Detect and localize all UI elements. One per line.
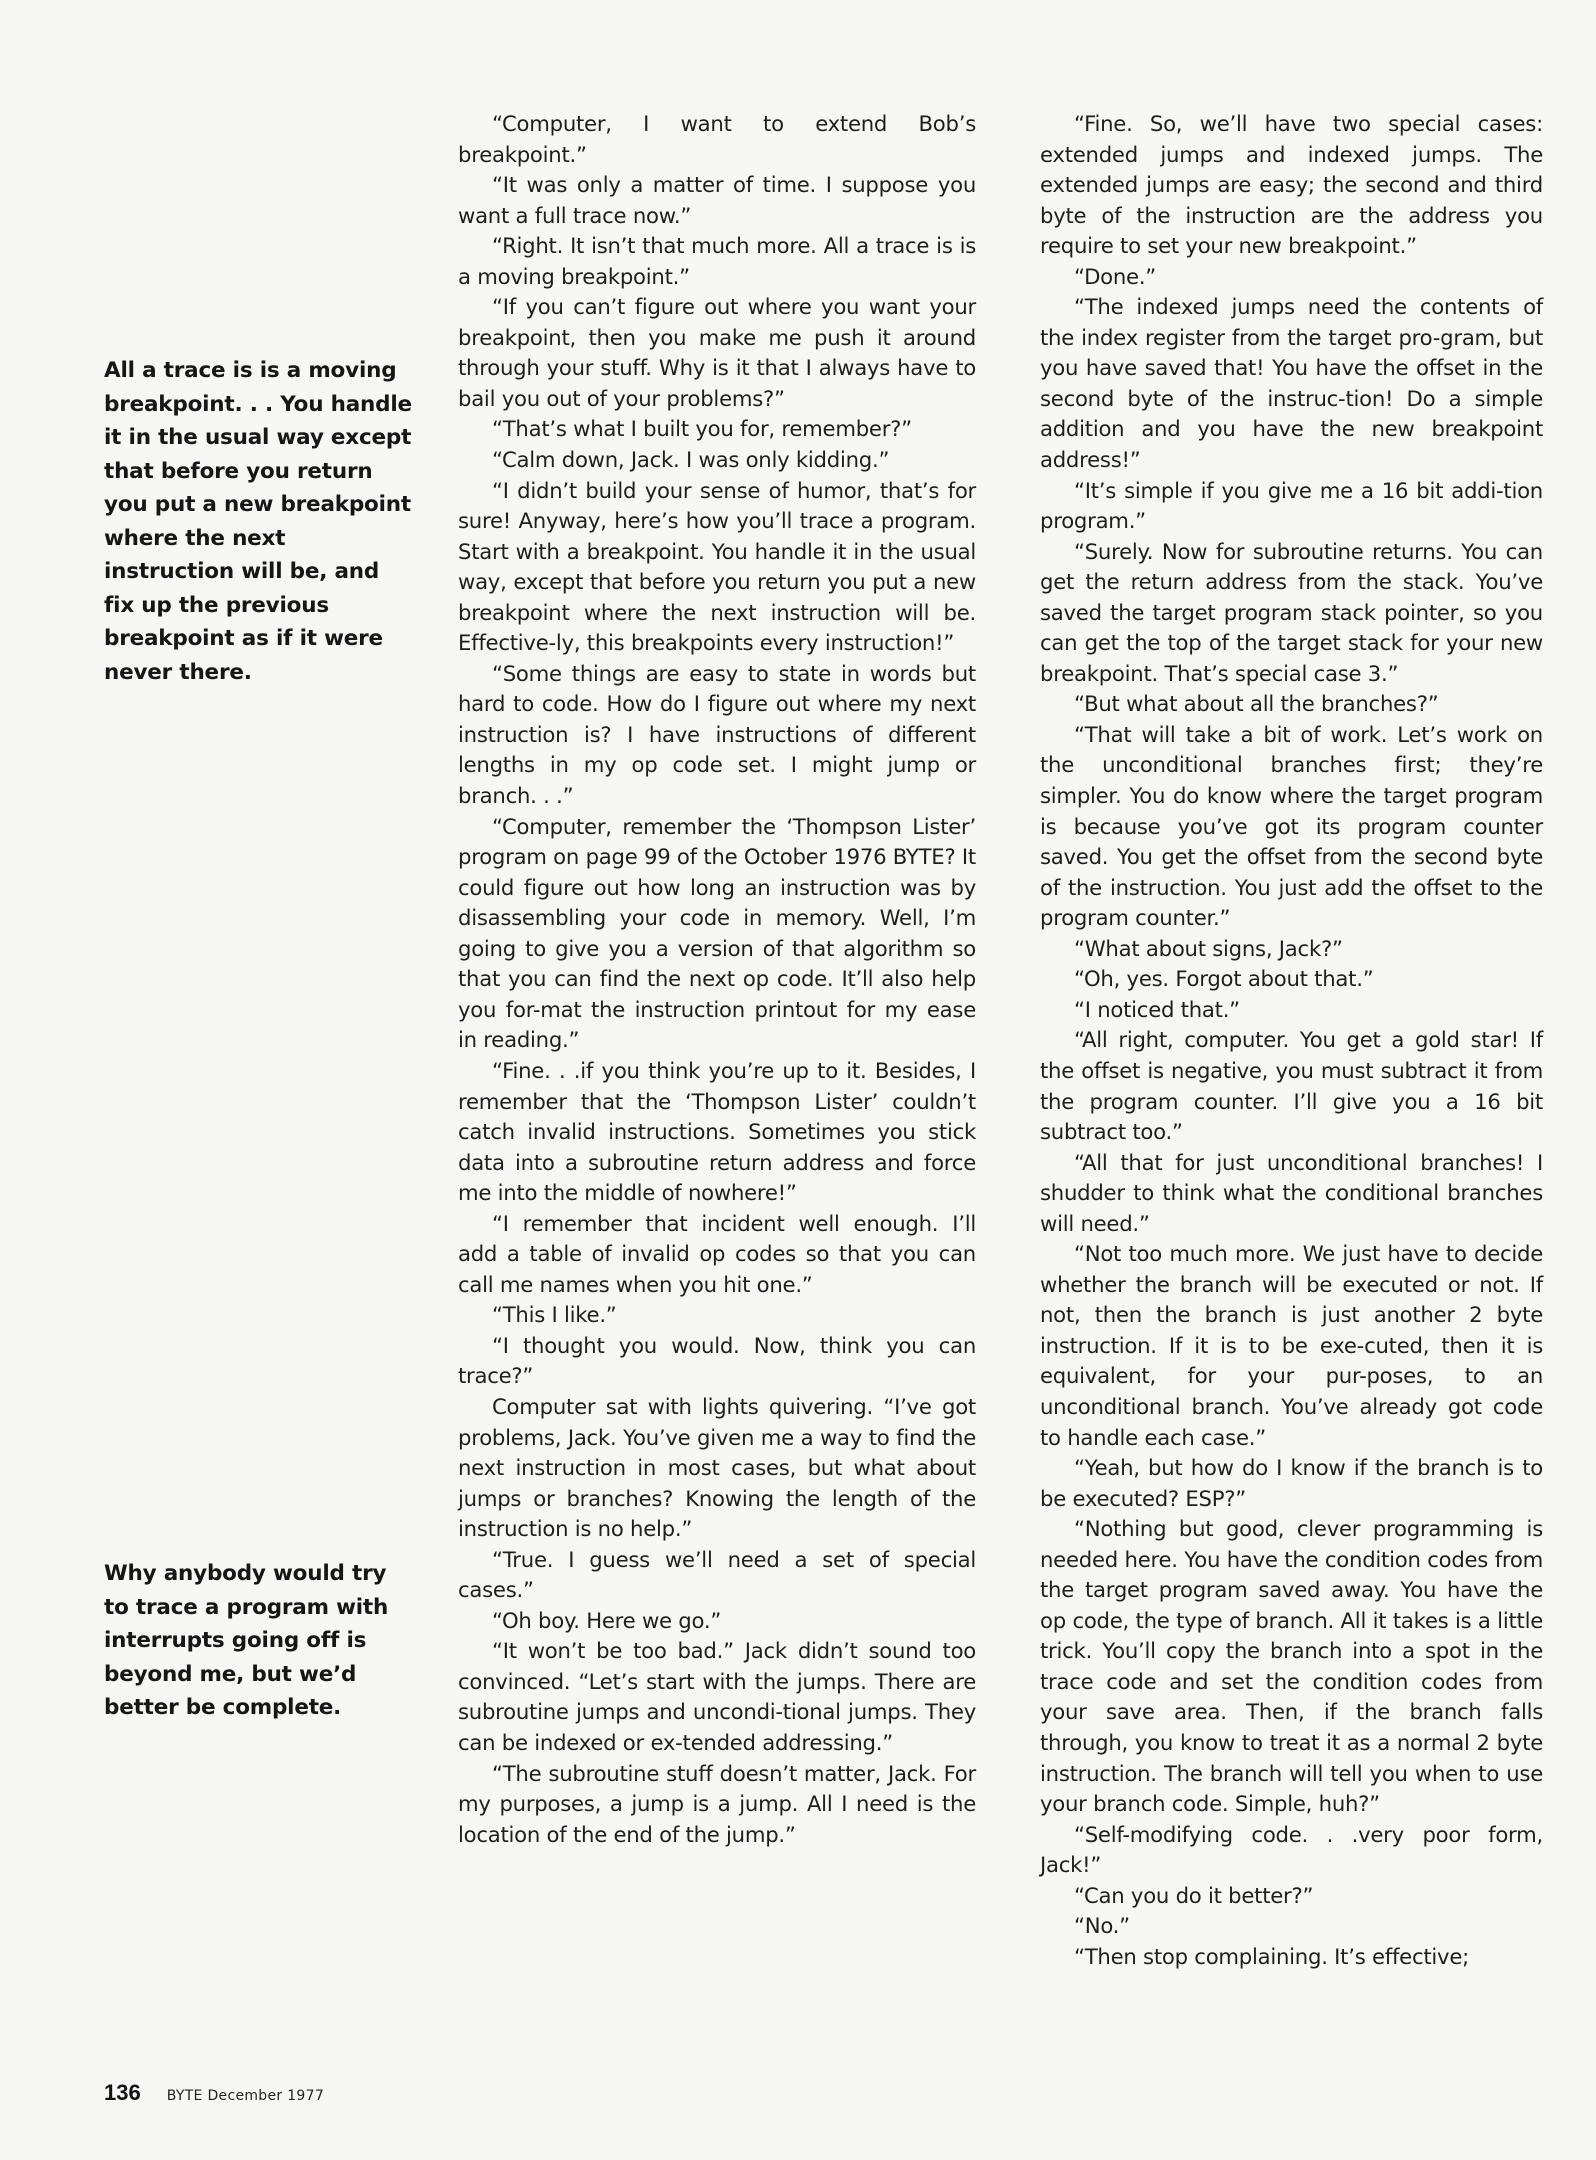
paragraph: “If you can’t figure out where you want your breakpoint, then you make me push it around through your stuff. Why is it that I always have to bail you out of your problems?” <box>458 294 976 411</box>
paragraph: “I thought you would. Now, think you can trace?” <box>458 1332 976 1389</box>
paragraph: “I didn’t build your sense of humor, that’s for sure! Anyway, here’s how you’ll trace a program. Start with a breakpoint. You handle it in the usual way, except that before you return you put a new breakpoint where the next instruction will be. Effective-ly, this breakpoints every instruction!” <box>458 477 976 656</box>
paragraph: Computer sat with lights quivering. “I’ve got problems, Jack. You’ve given me a way to find the next instruction in most cases, but what about jumps or branches? Knowing the length of the instruction is no help.” <box>458 1393 976 1542</box>
paragraph: “Yeah, but how do I know if the branch is to be executed? ESP?” <box>1040 1455 1543 1511</box>
pull-quote-interrupts: Why anybody would try to trace a program with interrupts going off is beyond me, but we’d better be complete. <box>104 1561 389 1720</box>
paragraph: “Nothing but good, clever programming is needed here. You have the condition codes from the target program saved away. You have the op code, the type of branch. All it takes is a little trick. You’ll copy the branch into a spot in the trace code and set the condition codes from your save area. Then, if the branch falls through, you know to treat it as a normal 2 byte instruction. The branch will tell you when to use your branch code. Simple, huh?” <box>1040 1516 1543 1817</box>
paragraph: “It won’t be too bad.” Jack didn’t sound too convinced. “Let’s start with the jumps. There are subroutine jumps and uncondi-tional jumps. They can be indexed or ex-tended addressing.” <box>458 1638 976 1755</box>
paragraph: “What about signs, Jack?” <box>1074 935 1343 961</box>
paragraph: “I noticed that.” <box>1074 996 1240 1022</box>
pull-quote-trace: All a trace is is a moving breakpoint. . . You handle it in the usual way except that before you return you put a new breakpoint where the next instruction will be, and fix up the previous breakpoint as if it were never there. <box>104 358 412 685</box>
paragraph: “This I like.” <box>492 1302 617 1328</box>
paragraph: “True. I guess we’ll need a set of special cases.” <box>458 1546 976 1603</box>
article-column-middle <box>458 109 976 1850</box>
paragraph: “No.” <box>1074 1913 1130 1939</box>
paragraph: “Done.” <box>1074 263 1157 289</box>
page-footer <box>104 2080 324 2106</box>
paragraph: “Oh boy. Here we go.” <box>492 1607 722 1633</box>
paragraph: “The subroutine stuff doesn’t matter, Jack. For my purposes, a jump is a jump. All I need is the location of the end of the jump.” <box>458 1760 976 1847</box>
page-number: 136 <box>104 2080 141 2105</box>
paragraph: “All that for just unconditional branches! I shudder to think what the conditional branches will need.” <box>1040 1149 1543 1236</box>
paragraph: “Then stop complaining. It’s effective; <box>1074 1943 1470 1969</box>
paragraph: “That will take a bit of work. Let’s work on the unconditional branches first; they’re simpler. You do know where the target program is because you’ve got its program counter saved. You get the offset from the second byte of the instruction. You just add the offset to the program counter.” <box>1040 721 1543 931</box>
paragraph: “Not too much more. We just have to decide whether the branch will be executed or not. If not, then the branch is just another 2 byte instruction. If it is to be exe-cuted, then it is equivalent, for your pur-poses, to an unconditional branch. You’ve already got code to handle each case.” <box>1040 1241 1543 1450</box>
paragraph: “It was only a matter of time. I suppose you want a full trace now.” <box>458 172 976 228</box>
paragraph: “The indexed jumps need the contents of the index register from the target pro-gram, but you have saved that! You have the offset in the second byte of the instruc-tion! Do a simple addition and you have the new breakpoint address!” <box>1040 294 1543 473</box>
paragraph: “Computer, remember the ‘Thompson Lister’ program on page 99 of the October 1976 BYTE? It could figure out how long an instruction was by disassembling your code in memory. Well, I’m going to give you a version of that algorithm so that you can find the next op code. It’ll also help you for-mat the instruction printout for my ease in reading.” <box>458 813 976 1053</box>
paragraph: “Self-modifying code. . .very poor form, Jack!” <box>1040 1821 1543 1878</box>
paragraph: “Computer, I want to extend Bob’s breakpoint.” <box>458 111 976 167</box>
paragraph: “Fine. . .if you think you’re up to it. Besides, I remember that the ‘Thompson Lister’ couldn’t catch invalid instructions. Sometimes you stick data into a subroutine return address and force me into the middle of nowhere!” <box>458 1057 976 1206</box>
paragraph: “Oh, yes. Forgot about that.” <box>1074 966 1374 992</box>
paragraph: “Some things are easy to state in words but hard to code. How do I figure out where my next instruction is? I have instructions of different lengths in my op code set. I might jump or branch. . .” <box>458 660 976 809</box>
paragraph: “That’s what I built you for, remember?” <box>492 416 912 442</box>
paragraph: “But what about all the branches?” <box>1074 691 1439 717</box>
paragraph: “Right. It isn’t that much more. All a trace is is a moving breakpoint.” <box>458 233 976 289</box>
issue-line: BYTE December 1977 <box>166 2088 325 2104</box>
article-column-right <box>1040 109 1543 1972</box>
paragraph: “Can you do it better?” <box>1074 1882 1314 1908</box>
paragraph: “It’s simple if you give me a 16 bit addi-tion program.” <box>1040 477 1543 534</box>
paragraph: “Surely. Now for subroutine returns. You can get the return address from the stack. You’ve saved the target program stack pointer, so you can get the top of the target stack for your new breakpoint. That’s special case 3.” <box>1040 538 1543 686</box>
paragraph: “I remember that incident well enough. I’ll add a table of invalid op codes so that you can call me names when you hit one.” <box>458 1210 976 1297</box>
paragraph: “All right, computer. You get a gold star! If the offset is negative, you must subtract it from the program counter. I’ll give you a 16 bit subtract too.” <box>1040 1027 1543 1145</box>
paragraph: “Fine. So, we’ll have two special cases: extended jumps and indexed jumps. The extended jumps are easy; the second and third byte of the instruction are the address you require to set your new breakpoint.” <box>1040 111 1543 259</box>
paragraph: “Calm down, Jack. I was only kidding.” <box>492 447 890 473</box>
